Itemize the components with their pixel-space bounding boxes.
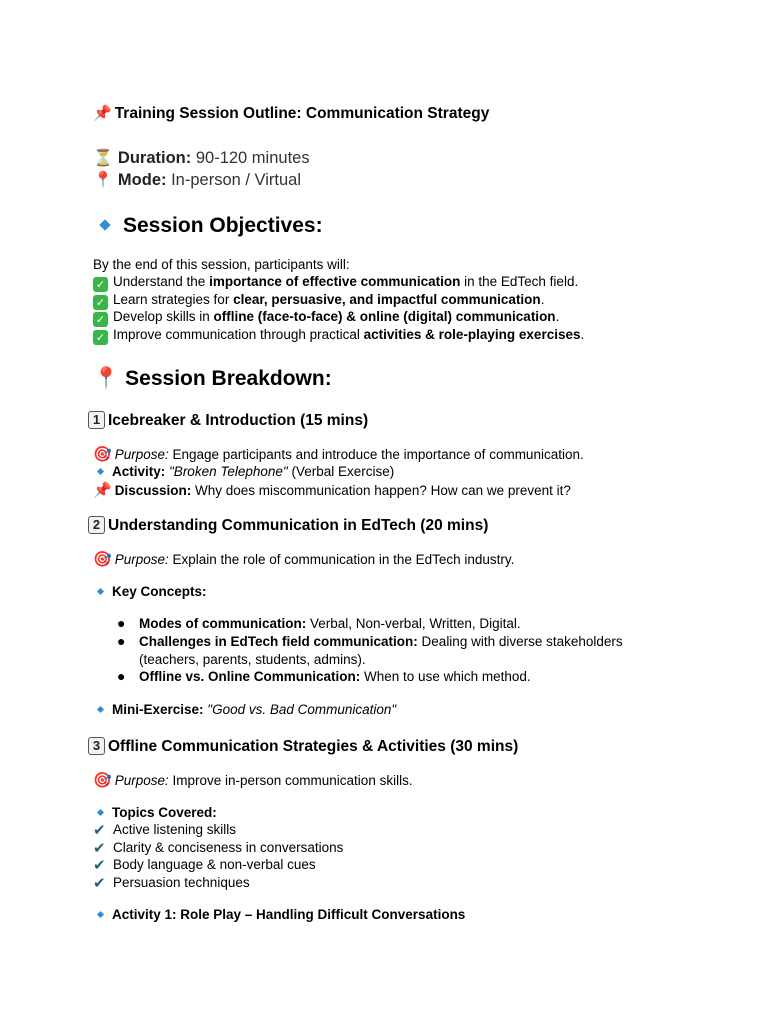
- activity-1-line: Activity 1: Role Play – Handling Difficult Conversations: [93, 906, 465, 924]
- section-2-heading: 2 Understanding Communication in EdTech (20 mins): [88, 516, 488, 535]
- purpose-line: 🎯 Purpose: Explain the role of communication in the EdTech industry.: [93, 550, 515, 568]
- topic-item: ✔ Body language & non-verbal cues: [93, 856, 316, 874]
- objective-item: ✓ Learn strategies for clear, persuasive, and impactful communication.: [93, 291, 544, 310]
- list-item: Offline vs. Online Communication: When to use which method.: [139, 669, 531, 684]
- check-mark-icon: ✓: [93, 330, 108, 345]
- topics-covered-label: Topics Covered:: [93, 804, 217, 822]
- mini-exercise-line: Mini-Exercise: "Good vs. Bad Communication": [93, 701, 396, 719]
- breakdown-heading: 📍 Session Breakdown:: [93, 366, 332, 390]
- target-icon: 🎯: [93, 771, 112, 789]
- bullet-dot: ●: [117, 615, 126, 631]
- page-title: 📌 Training Session Outline: Communication Strategy: [93, 104, 490, 122]
- heavy-check-icon: ✔: [93, 874, 106, 892]
- heavy-check-icon: ✔: [93, 821, 106, 839]
- location-pin-icon: 📍: [93, 170, 113, 189]
- discussion-line: 📌 Discussion: Why does miscommunication happen? How can we prevent it?: [93, 481, 571, 499]
- check-mark-icon: ✓: [93, 277, 108, 292]
- small-blue-diamond-icon: [97, 588, 104, 595]
- small-blue-diamond-icon: [97, 468, 104, 475]
- keycap-2-icon: 2: [88, 516, 105, 534]
- location-pin-icon: 📍: [93, 366, 120, 390]
- section-3-heading: 3 Offline Communication Strategies & Activities (30 mins): [88, 737, 518, 756]
- keycap-1-icon: 1: [88, 411, 105, 429]
- purpose-line: 🎯 Purpose: Engage participants and introduce the importance of communication.: [93, 445, 584, 463]
- section-1-heading: 1 Icebreaker & Introduction (15 mins): [88, 411, 368, 430]
- target-icon: 🎯: [93, 550, 112, 568]
- target-icon: 🎯: [93, 445, 112, 463]
- list-item: Modes of communication: Verbal, Non-verbal, Written, Digital.: [139, 616, 521, 631]
- heavy-check-icon: ✔: [93, 856, 106, 874]
- list-item: Challenges in EdTech field communication: Dealing with diverse stakeholders: [139, 634, 623, 649]
- small-blue-diamond-icon: [97, 809, 104, 816]
- bullet-dot: ●: [117, 633, 126, 649]
- purpose-line: 🎯 Purpose: Improve in-person communication skills.: [93, 771, 413, 789]
- keycap-3-icon: 3: [88, 737, 105, 755]
- topic-item: ✔ Clarity & conciseness in conversations: [93, 839, 344, 857]
- objective-item: ✓ Develop skills in offline (face-to-face) & online (digital) communication.: [93, 308, 559, 327]
- topic-item: ✔ Active listening skills: [93, 821, 237, 839]
- list-item-continuation: (teachers, parents, students, admins).: [139, 652, 366, 667]
- pushpin-icon: 📌: [93, 104, 112, 122]
- objective-item: ✓ Understand the importance of effective communication in the EdTech field.: [93, 273, 578, 292]
- mode-line: 📍 Mode: In-person / Virtual: [93, 170, 302, 189]
- check-mark-icon: ✓: [93, 312, 108, 327]
- small-blue-diamond-icon: [97, 706, 104, 713]
- duration-line: ⏳ Duration: 90-120 minutes: [93, 148, 310, 167]
- heavy-check-icon: ✔: [93, 839, 106, 857]
- small-blue-diamond-icon: [97, 911, 104, 918]
- objective-item: ✓ Improve communication through practical activities & role-playing exercises.: [93, 326, 584, 345]
- topic-item: ✔ Persuasion techniques: [93, 874, 250, 892]
- activity-line: Activity: "Broken Telephone" (Verbal Exercise): [93, 463, 394, 481]
- blue-diamond-icon: [99, 219, 110, 230]
- bullet-dot: ●: [117, 668, 126, 684]
- hourglass-icon: ⏳: [93, 148, 113, 167]
- objectives-heading: Session Objectives:: [93, 214, 323, 238]
- objectives-intro: By the end of this session, participants will:: [93, 257, 350, 272]
- check-mark-icon: ✓: [93, 295, 108, 310]
- key-concepts-label: Key Concepts:: [93, 583, 207, 601]
- pushpin-icon: 📌: [93, 481, 112, 499]
